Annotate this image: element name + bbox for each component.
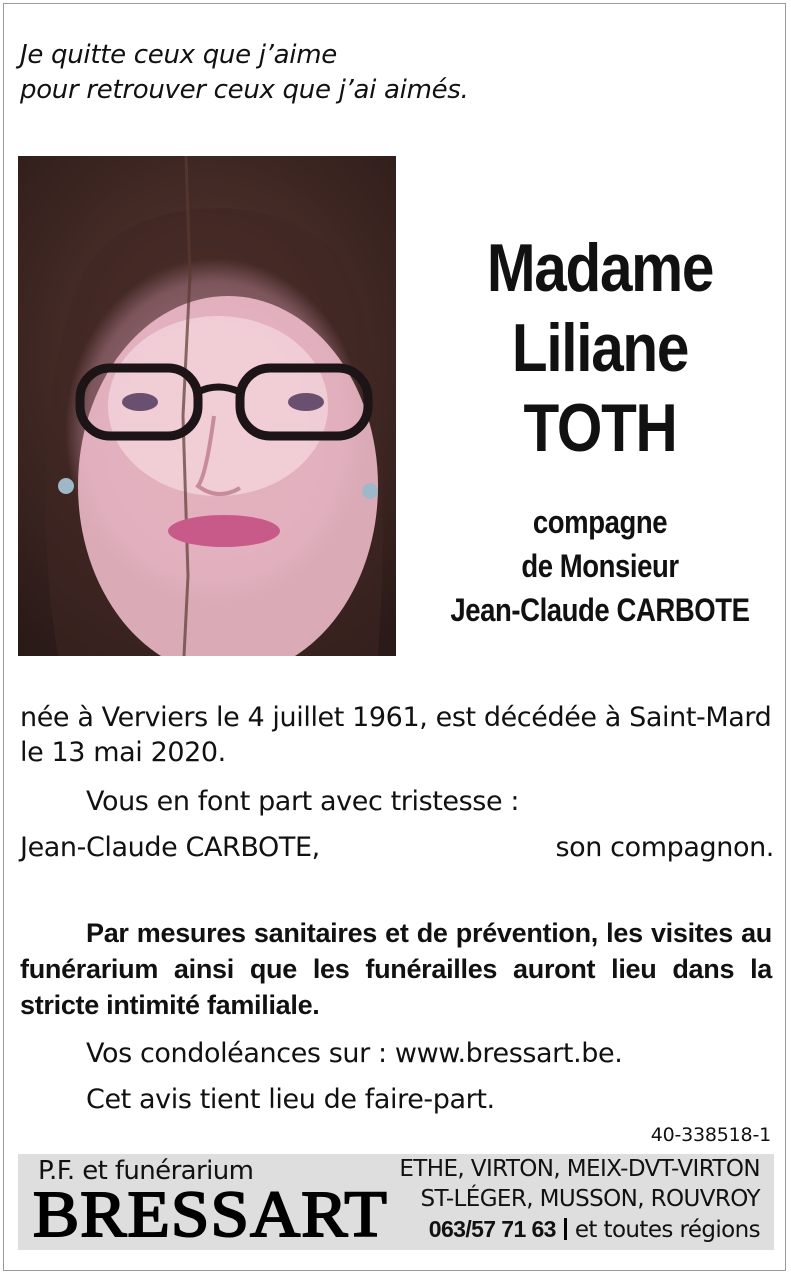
funeral-home-banner: [18, 1154, 774, 1250]
epigraph-line-1: Je quitte ceux que j’aime: [20, 40, 337, 70]
mourner-row: [20, 830, 774, 865]
deceased-last-name: TOTH: [523, 390, 677, 466]
mourner-role: son compagnon.: [555, 832, 774, 863]
regions-text: et toutes régions: [574, 1217, 760, 1243]
epigraph: [20, 38, 720, 108]
separator: [564, 1218, 567, 1240]
deceased-title: Madame: [486, 230, 714, 306]
portrait-photo: [18, 156, 396, 656]
condolences-text: Vos condoléances sur : www.bressart.be.: [86, 1038, 623, 1069]
relation-block: [437, 500, 764, 632]
funeral-home-brand: BRESSART: [33, 1178, 388, 1251]
funeral-home-prefix: P.F. et funérarium: [38, 1156, 254, 1186]
deceased-first-name: Liliane: [511, 310, 689, 386]
epigraph-line-2: pour retrouver ceux que j’ai aimés.: [20, 75, 469, 105]
portrait-illustration: [18, 156, 396, 656]
reference-number: 40-338518-1: [650, 1124, 771, 1146]
relation-line-1: compagne: [532, 504, 668, 540]
announcement-text: Vous en font part avec tristesse :: [86, 786, 520, 817]
mourner-name: Jean-Claude CARBOTE,: [20, 832, 320, 863]
sanitary-notice: Par mesures sanitaires et de prévention, les visites au funérarium ainsi que les funérailles auront lieu dans la stricte intimité familiale.: [20, 918, 772, 1020]
relation-line-2: de Monsieur: [521, 548, 679, 584]
phone-number: 063/57 71 63: [428, 1216, 556, 1242]
birth-death-text: née à Verviers le 4 juillet 1961, est décédée à Saint-Mard le 13 mai 2020.: [20, 702, 772, 768]
notice-note: Cet avis tient lieu de faire-part.: [86, 1084, 495, 1115]
locations-line-2: ST-LÉGER, MUSSON, ROUVROY: [420, 1186, 760, 1212]
contact-line: [429, 1216, 760, 1243]
deceased-name: [437, 228, 764, 468]
relation-line-3: Jean-Claude CARBOTE: [450, 592, 750, 628]
locations-line-1: ETHE, VIRTON, MEIX-DVT-VIRTON: [399, 1156, 760, 1182]
